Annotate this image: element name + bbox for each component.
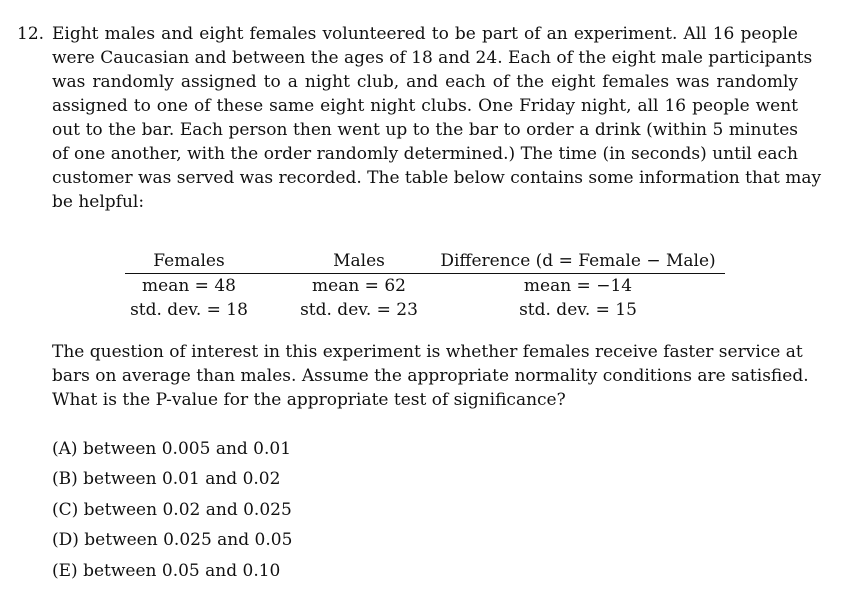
cell-diff-sd: std. dev. = 15 bbox=[519, 300, 637, 320]
question-number: 12. bbox=[17, 24, 45, 44]
header-males: Males bbox=[333, 251, 385, 271]
header-difference: Difference (d = Female − Male) bbox=[440, 251, 716, 271]
intro-line: was randomly assigned to a night club, and each of the eight females was randomly bbox=[52, 72, 798, 92]
question-line: The question of interest in this experiment is whether females receive faster service at bbox=[52, 342, 803, 362]
cell-female-sd: std. dev. = 18 bbox=[130, 300, 248, 320]
option-b: (B) between 0.01 and 0.02 bbox=[52, 469, 281, 489]
table-rule bbox=[125, 273, 725, 274]
option-e: (E) between 0.05 and 0.10 bbox=[52, 561, 281, 581]
question-line: bars on average than males. Assume the appropriate normality conditions are satisfied. bbox=[52, 366, 809, 386]
intro-line: were Caucasian and between the ages of 18 and 24. Each of the eight male participants bbox=[52, 48, 813, 68]
option-d: (D) between 0.025 and 0.05 bbox=[52, 530, 293, 550]
cell-diff-mean: mean = −14 bbox=[523, 276, 633, 296]
cell-male-mean: mean = 62 bbox=[312, 276, 406, 296]
option-a: (A) between 0.005 and 0.01 bbox=[52, 439, 292, 459]
intro-line: be helpful: bbox=[52, 192, 145, 212]
intro-line: out to the bar. Each person then went up to the bar to order a drink (within 5 minutes bbox=[52, 120, 798, 140]
cell-male-sd: std. dev. = 23 bbox=[300, 300, 418, 320]
intro-line: Eight males and eight females volunteered to be part of an experiment. All 16 people bbox=[52, 24, 798, 44]
intro-line: assigned to one of these same eight night clubs. One Friday night, all 16 people went bbox=[52, 96, 798, 116]
option-c: (C) between 0.02 and 0.025 bbox=[52, 500, 292, 520]
intro-line: of one another, with the order randomly determined.) The time (in seconds) until each bbox=[52, 144, 798, 164]
intro-line: customer was served was recorded. The table below contains some information that may bbox=[52, 168, 822, 188]
question-line: What is the P-value for the appropriate test of significance? bbox=[52, 390, 566, 410]
cell-female-mean: mean = 48 bbox=[142, 276, 236, 296]
header-females: Females bbox=[153, 251, 225, 271]
